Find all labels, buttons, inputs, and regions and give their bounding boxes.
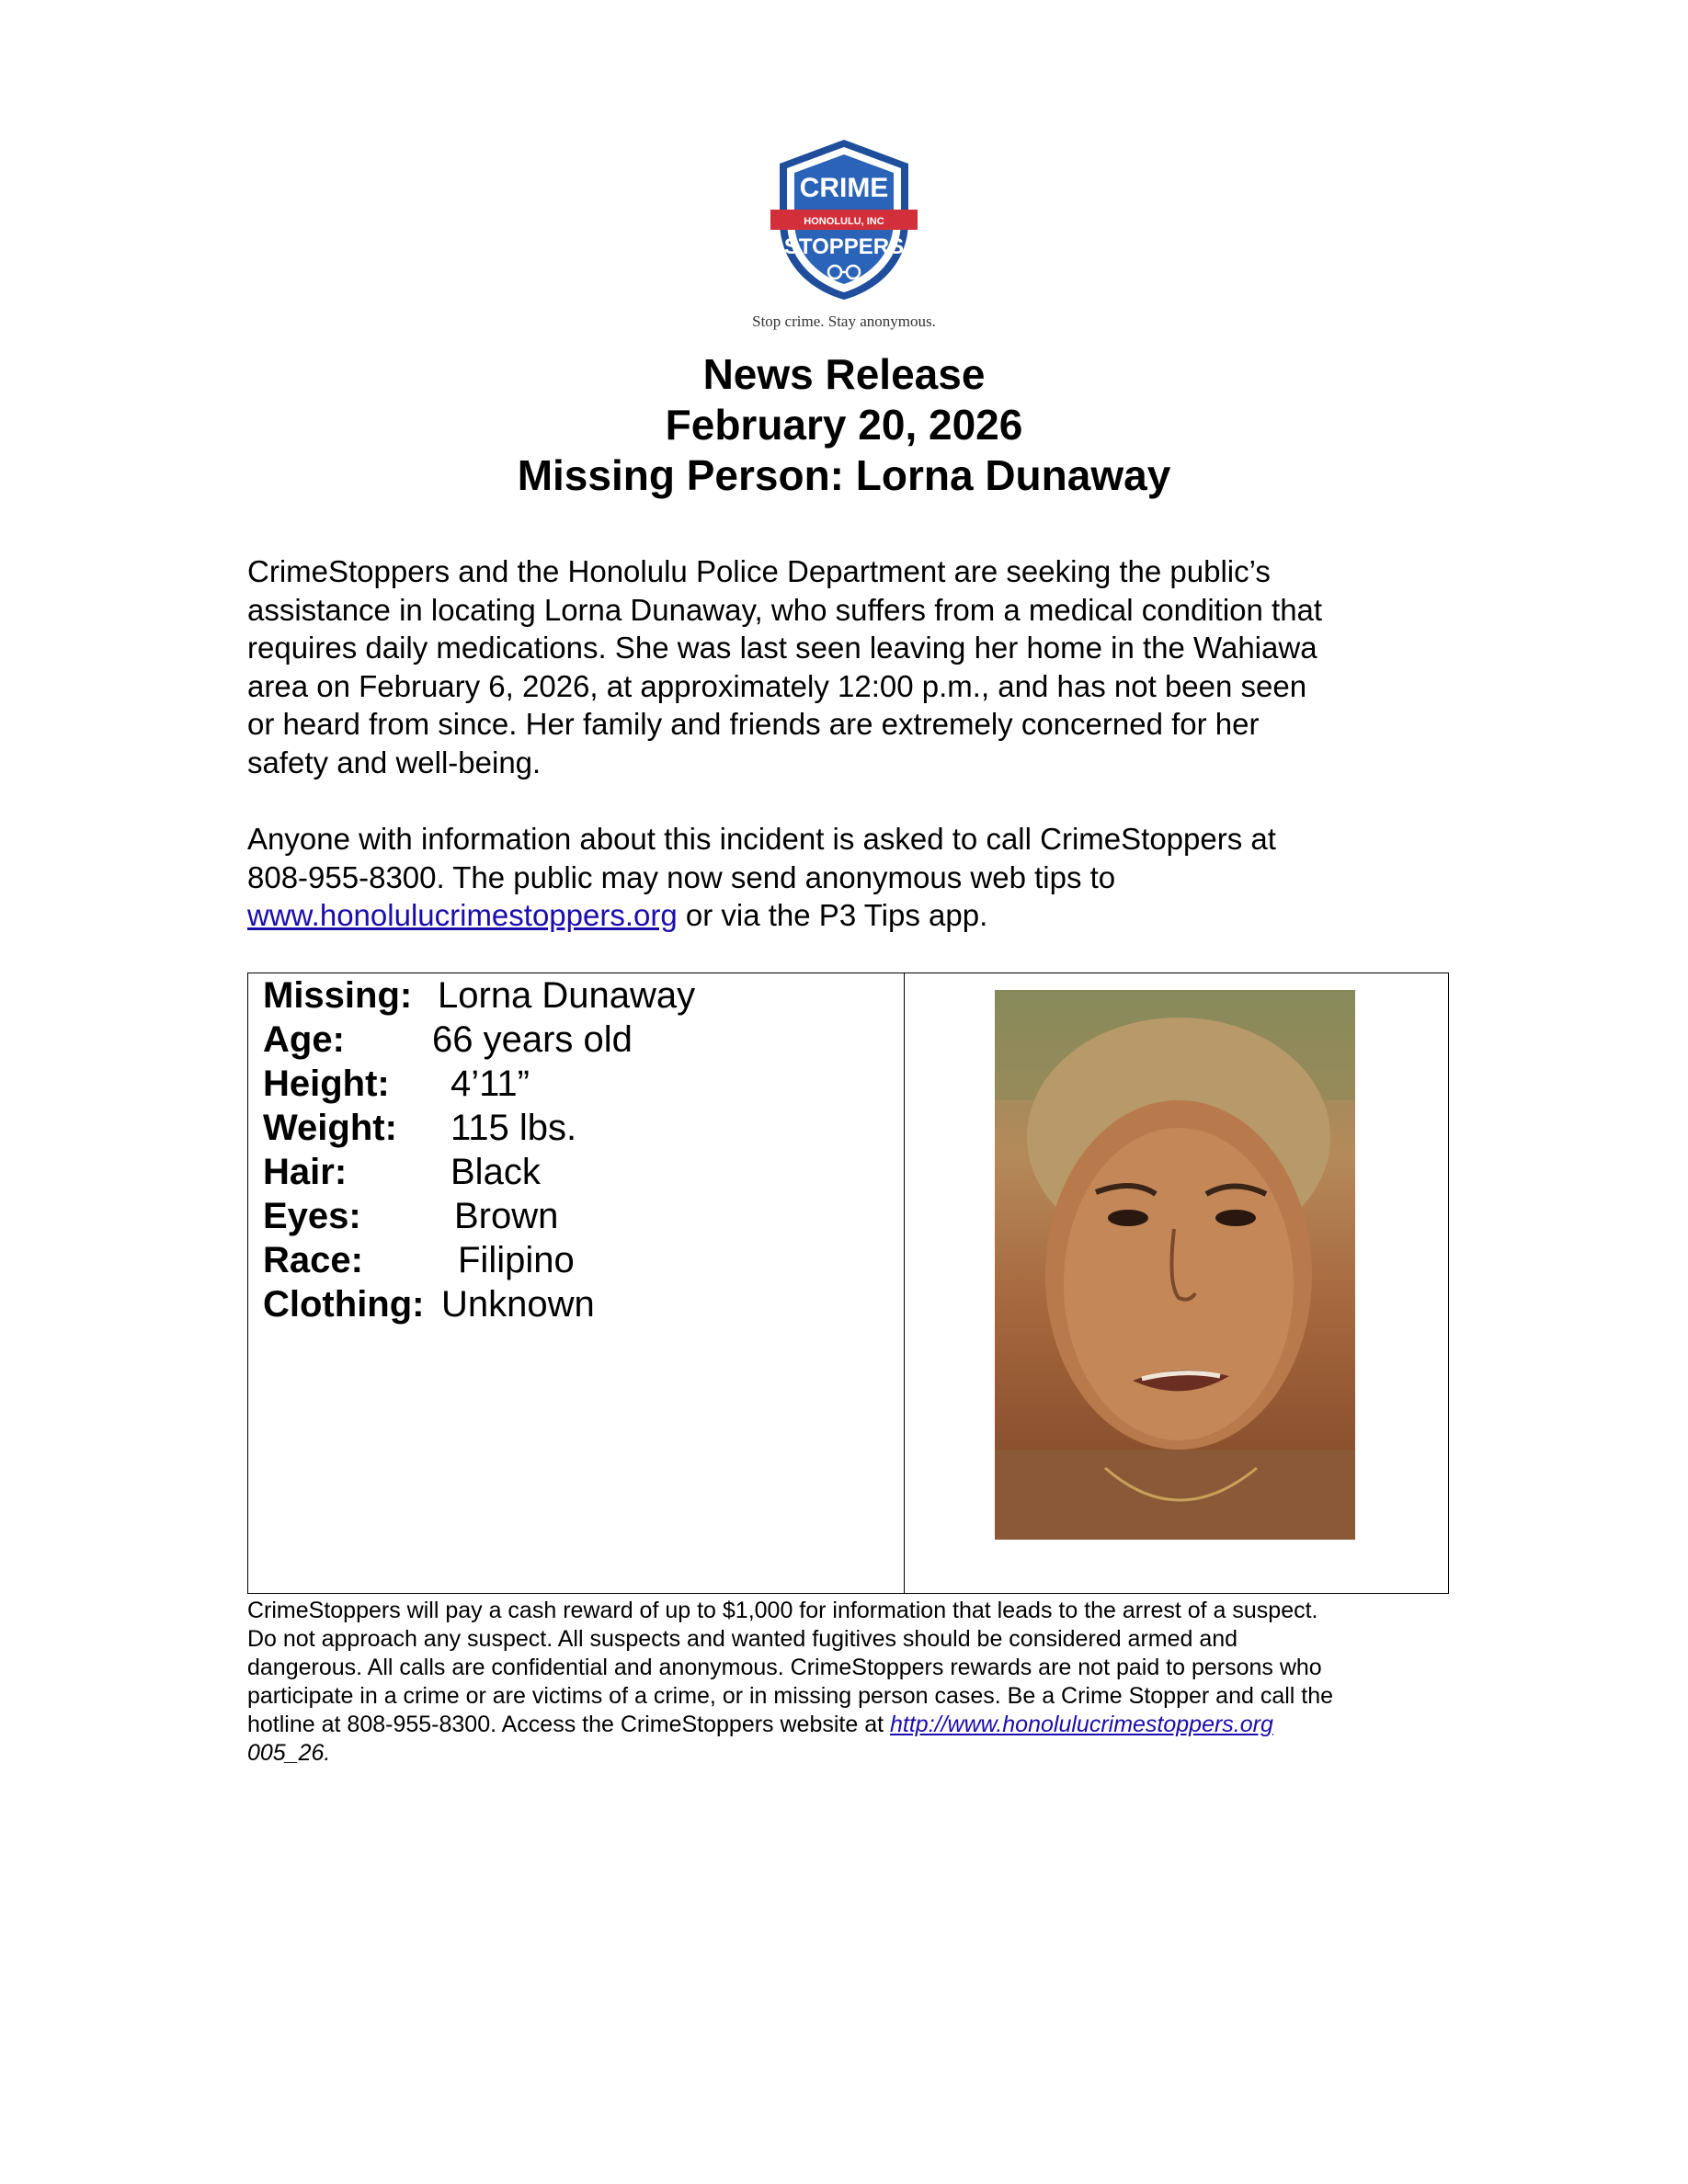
paragraph-line: CrimeStoppers and the Honolulu Police Department are seeking the public’s: [247, 554, 1271, 588]
detail-value: 4’11”: [451, 1064, 530, 1104]
contact-paragraph: [247, 820, 1461, 935]
detail-value: 66 years old: [432, 1019, 633, 1060]
detail-label: Clothing:: [263, 1284, 425, 1325]
paragraph-line: [247, 896, 1461, 935]
disclaimer-line: Do not approach any suspect. All suspects and wanted fugitives should be considered armed and: [247, 1626, 1238, 1652]
badge-shield-icon: [761, 136, 927, 301]
detail-label: Height:: [263, 1064, 390, 1104]
detail-label: Weight:: [263, 1108, 397, 1148]
detail-value: 115 lbs.: [451, 1108, 577, 1148]
paragraph-line: safety and well-being.: [247, 745, 542, 779]
portrait-image: [995, 990, 1355, 1540]
missing-person-table: [247, 973, 1449, 1594]
detail-label: Hair:: [263, 1152, 348, 1192]
paragraph-line: Anyone with information about this incident is asked to call CrimeStoppers at: [247, 822, 1276, 856]
description-paragraph: [247, 552, 1461, 781]
logo-tagline: Stop crime. Stay anonymous.: [752, 313, 936, 330]
detail-label: Missing:: [263, 975, 413, 1016]
logo-word-stoppers: STOPPERS: [783, 234, 905, 259]
release-subject: Missing Person: Lorna Dunaway: [517, 451, 1171, 499]
release-title: News Release: [702, 350, 986, 398]
release-reference-number: 005_26.: [247, 1740, 331, 1766]
paragraph-line: 808-955-8300. The public may now send anonymous web tips to: [247, 859, 1116, 894]
detail-value: Filipino: [458, 1240, 575, 1280]
paragraph-line: area on February 6, 2026, at approximately 12:00 p.m., and has not been seen: [247, 668, 1307, 703]
disclaimer-text: hotline at 808-955-8300. Access the CrimeStoppers website at: [247, 1712, 891, 1737]
missing-person-photo: [995, 990, 1355, 1540]
paragraph-line: or heard from since. Her family and friends are extremely concerned for her: [247, 707, 1260, 741]
detail-value: Black: [451, 1152, 541, 1192]
paragraph-line: assistance in locating Lorna Dunaway, who suffers from a medical condition that: [247, 592, 1323, 627]
paragraph-tail: or via the P3 Tips app.: [677, 898, 988, 932]
crimestoppers-website-link[interactable]: http://www.honolulucrimestoppers.org: [890, 1712, 1273, 1737]
disclaimer-line: participate in a crime or are victims of a crime, or in missing person cases. Be a Crime Stopper and call the: [247, 1683, 1334, 1709]
website-link[interactable]: www.honolulucrimestoppers.org: [247, 898, 678, 932]
detail-value: Brown: [454, 1196, 559, 1236]
logo-word-crime: CRIME: [799, 173, 889, 203]
paragraph-line: requires daily medications. She was last seen leaving her home in the Wahiawa: [247, 631, 1317, 665]
detail-value: Unknown: [441, 1284, 595, 1325]
detail-label: Age:: [263, 1019, 345, 1060]
detail-label: Eyes:: [263, 1196, 361, 1236]
release-heading: [0, 349, 1688, 501]
disclaimer-line: [247, 1711, 1461, 1739]
photo-cell: [905, 973, 1448, 1593]
disclaimer-line: dangerous. All calls are confidential and anonymous. CrimeStoppers rewards are not paid to persons who: [247, 1655, 1322, 1680]
reward-disclaimer: [247, 1597, 1461, 1768]
disclaimer-line: CrimeStoppers will pay a cash reward of up to $1,000 for information that leads to the arrest of a suspect.: [247, 1598, 1318, 1623]
logo-word-honolulu: HONOLULU, INC: [804, 216, 884, 227]
details-cell: [248, 973, 905, 1593]
detail-value: Lorna Dunaway: [438, 975, 696, 1016]
release-date: February 20, 2026: [665, 401, 1023, 449]
detail-label: Race:: [263, 1240, 363, 1280]
